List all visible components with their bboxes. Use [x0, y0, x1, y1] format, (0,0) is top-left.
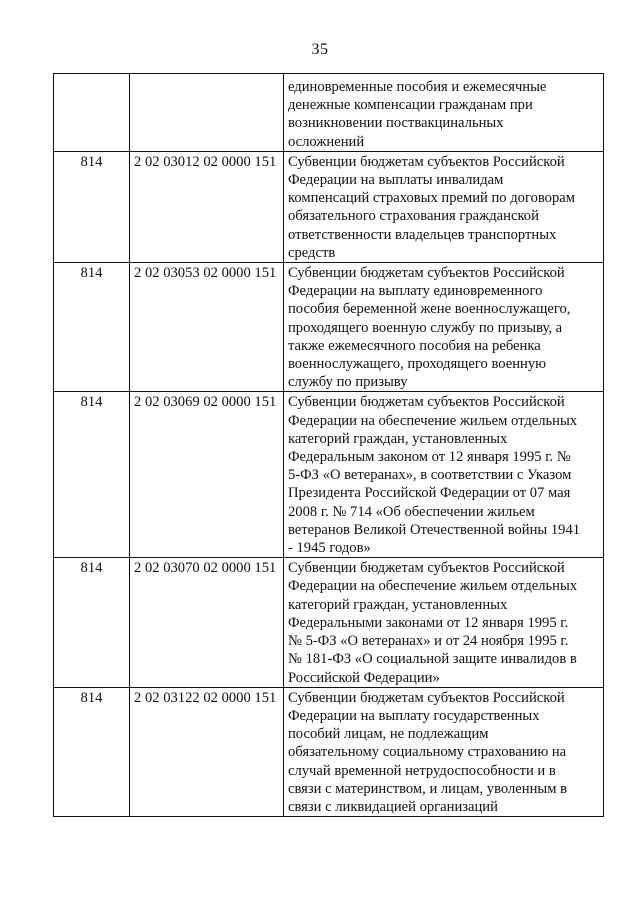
description-line: 5-ФЗ «О ветеранах», в соответствии с Указом: [288, 467, 572, 484]
description-line: Федеральными законами от 12 января 1995 г.: [288, 614, 569, 631]
description-line: Субвенции бюджетам субъектов Российской: [288, 560, 565, 577]
description-line: категорий граждан, установленных: [288, 430, 508, 447]
description-line: случай временной нетрудоспособности и в: [288, 762, 556, 779]
description-line: пособий лицам, не подлежащим: [288, 726, 489, 743]
description-line: денежные компенсации гражданам при: [288, 97, 533, 114]
description-line: Российской Федерации»: [288, 669, 440, 686]
table-row-continuation: [54, 74, 604, 152]
admin-code-cell: 814: [54, 151, 130, 262]
admin-code-cell: 814: [54, 392, 130, 558]
budget-code-cell: 2 02 03070 02 0000 151: [130, 558, 284, 687]
description-line: связи с материнством, и лицам, уволенным в: [288, 780, 567, 797]
budget-classification-table: [53, 73, 604, 817]
table-row: [54, 151, 604, 262]
description-line: Федерации на обеспечение жильем отдельных: [288, 578, 578, 595]
description-line: единовременные пособия и ежемесячные: [288, 79, 547, 95]
table-row: [54, 392, 604, 558]
description-line: ответственности владельцев транспортных: [288, 226, 557, 243]
description-line: службу по призыву: [288, 374, 408, 391]
description-cell: [284, 392, 604, 558]
budget-code-cell: 2 02 03122 02 0000 151: [130, 687, 284, 816]
budget-code-cell: [130, 74, 284, 152]
admin-code-cell: 814: [54, 263, 130, 392]
description-line: Президента Российской Федерации от 07 мая: [288, 485, 571, 502]
description-line: связи с ликвидацией организаций: [288, 798, 498, 815]
description-line: обязательного страхования гражданской: [288, 208, 539, 225]
budget-code-cell: 2 02 03012 02 0000 151: [130, 151, 284, 262]
admin-code-cell: 814: [54, 687, 130, 816]
description-line: компенсаций страховых премий по договорам: [288, 190, 575, 207]
table-row: [54, 687, 604, 816]
description-line: возникновении поствакцинальных: [288, 115, 504, 132]
budget-code-cell: 2 02 03069 02 0000 151: [130, 392, 284, 558]
description-cell: [284, 558, 604, 687]
description-cell: [284, 263, 604, 392]
description-line: Федеральным законом от 12 января 1995 г. №: [288, 449, 571, 466]
description-line: также ежемесячного пособия на ребенка: [288, 337, 541, 354]
description-line: Федерации на выплаты инвалидам: [288, 172, 504, 189]
description-line: 2008 г. № 714 «Об обеспечении жильем: [288, 503, 535, 520]
description-line: военнослужащего, проходящего военную: [288, 356, 547, 373]
description-line: обязательному социальному страхованию на: [288, 744, 567, 761]
description-line: № 181-ФЗ «О социальной защите инвалидов в: [288, 651, 577, 668]
description-line: ветеранов Великой Отечественной войны 1941: [288, 521, 581, 538]
description-cell: [284, 151, 604, 262]
description-line: Субвенции бюджетам субъектов Российской: [288, 689, 565, 706]
table-row: [54, 558, 604, 687]
description-line: - 1945 годов»: [288, 540, 371, 557]
page-number: 35: [311, 41, 329, 58]
description-line: категорий граждан, установленных: [288, 596, 508, 613]
budget-code-cell: 2 02 03053 02 0000 151: [130, 263, 284, 392]
description-line: Федерации на выплату единовременного: [288, 283, 543, 300]
description-line: Субвенции бюджетам субъектов Российской: [288, 153, 565, 170]
description-line: Федерации на выплату государственных: [288, 707, 540, 724]
description-cell: [284, 687, 604, 816]
description-line: средств: [288, 244, 336, 261]
description-cell: [284, 74, 604, 152]
description-line: № 5-ФЗ «О ветеранах» и от 24 ноября 1995 г.: [288, 633, 569, 650]
description-line: пособия беременной жене военнослужащего,: [288, 301, 571, 318]
description-line: осложнений: [288, 133, 365, 150]
description-line: проходящего военную службу по призыву, а: [288, 319, 563, 336]
description-line: Федерации на обеспечение жильем отдельных: [288, 412, 578, 429]
admin-code-cell: [54, 74, 130, 152]
description-line: Субвенции бюджетам субъектов Российской: [288, 265, 565, 282]
admin-code-cell: 814: [54, 558, 130, 687]
description-line: Субвенции бюджетам субъектов Российской: [288, 394, 565, 411]
table-row: [54, 263, 604, 392]
